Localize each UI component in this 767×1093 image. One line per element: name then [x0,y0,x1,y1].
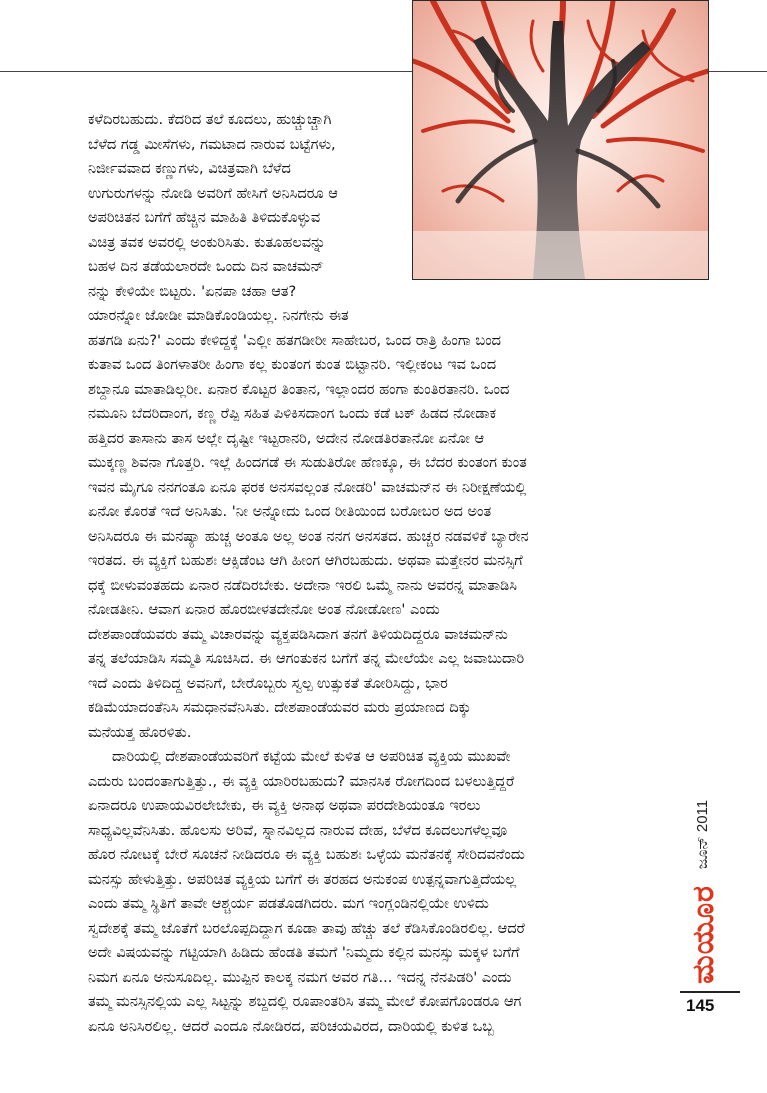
article-line: ಎದುರು ಬಂದಂತಾಗುತ್ತಿತ್ತು., ಈ ವ್ಯಕ್ತಿ ಯಾರಿರಬಹುದು? ಮಾನಸಿಕ ರೋಗದಿಂದ ಬಳಲುತ್ತಿದ್ದರೆ [88,773,515,790]
article-line: ಶಬ್ದಾನೂ ಮಾತಾಡಿಲ್ಲರೀ. ಏನಾರ ಕೊಟ್ಟರ ತಿಂತಾನ, ಇಲ್ಲಾಂದರ ಹಂಗಾ ಕುಂತಿರತಾನರಿ. ಒಂದ [88,381,510,398]
issue-date-box [683,793,723,875]
article-line: ನಮೂನಿ ಬೆದರಿದಾಂಗ, ಕಣ್ಣ ರೆಪ್ಪಿ ಸಹಿತ ಪಿಳಿಕಿಸದಾಂಗ ಒಂದು ಕಡೆ ಟಕ್ ಹಿಡದ ನೋಡಾಕ [88,406,497,422]
article-line: ಇವನ ಮೈಗೂ ನನಗಂತೂ ಏನೂ ಫರಕ ಅನಸವಲ್ಲಂತ ನೋಡರಿ' ವಾಚಮನ್‌ನ ಈ ನಿರೀಕ್ಷಣೆಯಲ್ಲಿ [88,479,527,496]
article-line: ಕಡಿಮೆಯಾದಂತೆನಿಸಿ ಸಮಧಾನವೆನಿಸಿತು. ದೇಶಪಾಂಡೆಯವರ ಮರು ಪ್ರಯಾಣದ ದಿಕ್ಕು [88,700,472,716]
article-line: ನಿಮಗ ಏನೂ ಅನುಸೂದಿಲ್ಲ. ಮುಪ್ಪಿನ ಕಾಲಕ್ಕ ನಮಗ ಅವರ ಗತಿ... ಇದನ್ನ ನೆನಪಿಡರಿ' ಎಂದು [88,969,512,986]
article-line: ಮನಸ್ಸು ಹೇಳುತ್ತಿತ್ತು. ಅಪರಿಚಿತ ವ್ಯಕ್ತಿಯ ಬಗೆಗೆ ಈ ತರಹದ ಅನುಕಂಪ ಉತ್ಪನ್ನವಾಗುತ್ತಿದೆಯಲ್ಲ [88,871,517,888]
article-line: ಹತ್ತಿದರ ತಾಸಾನು ತಾಸ ಅಲ್ಲೇ ದೃಷ್ಟೀ ಇಟ್ಟರಾನರಿ, ಅದೇನ ನೋಡತಿರತಾನೋ ಏನೋ ಆ [88,430,485,447]
article-line: ನನ್ನು ಕೇಳಿಯೇ ಬಿಟ್ಟರು. 'ಏನಪಾ ಚಹಾ ಆತ? [88,283,297,300]
magazine-logo: ಮಯೂರ [685,884,721,984]
magazine-logo-box [683,875,723,993]
article-line: ಅನಿಸಿದರೂ ಈ ಮನಷ್ಯಾ ಹುಚ್ಚ ಅಂತೂ ಅಲ್ಲ ಅಂತ ನನಗ ಅನಸತದ. ಹುಚ್ಚರ ನಡವಳಿಕೆ ಬ್ಯಾರೇನ [88,528,529,545]
article-line: ಎಂದು ತಮ್ಮ ಸ್ಥಿತಿಗೆ ತಾವೇ ಆಶ್ಚರ್ಯ ಪಡತೊಡಗಿದರು. ಮಗ ಇಂಗ್ಲಂಡಿನಲ್ಲಿಯೇ ಉಳಿದು [88,896,489,912]
article-line: ತನ್ನ ತಲೆಯಾಡಿಸಿ ಸಮ್ಮತಿ ಸೂಚಿಸಿದ. ಈ ಆಗಂತುಕನ ಬಗೆಗೆ ತನ್ನ ಮೇಲೆಯೇ ಎಲ್ಲ ಜವಾಬುದಾರಿ [88,651,525,667]
article-line: ಉಗುರುಗಳನ್ನು ನೋಡಿ ಅವರಿಗೆ ಹೇಸಿಗೆ ಅನಿಸಿದರೂ ಆ [88,185,338,202]
article-body [88,108,672,1039]
article-line: ಸ್ವದೇಶಕ್ಕೆ ತಮ್ಮ ಜೊತೆಗೆ ಬರಲೊಪ್ಪದಿದ್ದಾಗ ಕೂಡಾ ತಾವು ಹೆಚ್ಚು ತಲೆ ಕೆಡಿಸಿಕೊಂಡಿರಲಿಲ್ಲ. ಆದರೆ [88,920,525,937]
left-header-rule [0,71,412,72]
article-line: ತಮ್ಮ ಮನಸ್ಸಿನಲ್ಲಿಯ ಎಲ್ಲ ಸಿಟ್ಟನ್ನು ಶಬ್ದದಲ್ಲಿ ರೂಪಾಂತರಿಸಿ ತಮ್ಮ ಮೇಲೆ ಕೋಪಗೊಂಡರೂ ಆಗ [88,994,522,1010]
article-line: ಏನಾದರೂ ಉಪಾಯವಿರಲೇಬೇಕು, ಈ ವ್ಯಕ್ತಿ ಅನಾಥ ಅಥವಾ ಪರದೇಶಿಯಂತೂ ಇರಲು [88,798,481,814]
article-line: ದಾರಿಯಲ್ಲಿ ದೇಶಪಾಂಡೆಯವರಿಗೆ ಕಟ್ಟೆಯ ಮೇಲೆ ಕುಳಿತ ಆ ಅಪರಿಚಿತ ವ್ಯಕ್ತಿಯ ಮುಖವೇ [112,749,511,765]
article-line: ಯಾರನ್ನೋ ಜೋಡೀ ಮಾಡಿಕೊಂಡಿಯಲ್ಲ. ನಿನಗೇನು ಈತ [88,308,349,324]
magazine-sidebar [683,793,723,993]
right-header-rule [707,71,767,72]
article-line: ಅದೇ ವಿಷಯವನ್ನು ಗಟ್ಟಿಯಾಗಿ ಹಿಡಿದು ಹೆಂಡತಿ ತಮಗೆ 'ನಿಮ್ಮದು ಕಲ್ಲಿನ ಮನಸ್ಸು ಮಕ್ಕಳ ಬಗೆಗೆ [88,945,520,961]
article-line: ಕಳೆದಿರಬಹುದು. ಕೆದರಿದ ತಲೆ ಕೂದಲು, ಹುಚ್ಚುಚ್ಚಾಗಿ [88,112,332,128]
article-line: ಧಕ್ಕೆ ಬೀಳುವಂತಹದು ಏನಾರ ನಡೆದಿರಬೇಕು. ಅದೇನಾ ಇರಲಿ ಒಮ್ಮೆ ನಾನು ಅವರನ್ನ ಮಾತಾಡಿಸಿ [88,577,517,594]
article-line: ಮನೆಯತ್ತ ಹೊರಳಿತು. [88,724,192,741]
article-line: ವಿಚಿತ್ರ ತವಕ ಅವರಲ್ಲಿ ಅಂಕುರಿಸಿತು. ಕುತೂಹಲವನ್ನು [88,234,326,251]
article-line: ಹತಗಡಿ ಏನು?' ಎಂದು ಕೇಳಿದ್ದಕ್ಕೆ 'ಎಲ್ಲೀ ಹತಗಡೀರೀ ಸಾಹೇಬರ, ಒಂದ ರಾತ್ರಿ ಹಿಂಗಾ ಬಂದ [88,332,502,349]
article-line: ಇದೆ ಎಂದು ತಿಳಿದಿದ್ದ ಅವನಿಗೆ, ಬೇರೊಬ್ಬರು ಸ್ವಲ್ಪ ಉತ್ಸುಕತೆ ತೋರಿಸಿದ್ದು, ಭಾರ [88,675,448,692]
article-line: ಸಾಧ್ಯವಿಲ್ಲವೆನಿಸಿತು. ಹೊಲಸು ಅರಿವೆ, ಸ್ನಾನವಿಲ್ಲದ ನಾರುವ ದೇಹ, ಬೆಳೆದ ಕೂದಲುಗಳೆಲ್ಲವೂ [88,822,508,839]
article-line: ಮುಕ್ಕಣ್ಣ ಶಿವನಾ ಗೊತ್ತರಿ. ಇಲ್ಲೆ ಹಿಂದಗಡೆ ಈ ಸುಡುತಿರೋ ಹೆಣಕ್ಕೂ, ಈ ಬೆದರ ಕುಂತಂಗ ಕುಂತ [88,455,527,471]
article-line: ನೋಡತೀನಿ. ಆವಾಗ ಏನಾರ ಹೊರಬೀಳತದೇನೋ ಅಂತ ನೋಡೋಣ' ಎಂದು [88,602,440,618]
article-line: ಬಹಳ ದಿನ ತಡೆಯಲಾರದೇ ಒಂದು ದಿನ ವಾಚಮನ್ [88,259,324,275]
issue-date: ಜೂನ್ 2011 [694,799,712,869]
article-line: ನಿರ್ಜೀವವಾದ ಕಣ್ಣುಗಳು, ವಿಚಿತ್ರವಾಗಿ ಬೆಳೆದ [88,161,291,177]
article-line: ಅಪರಿಚಿತನ ಬಗೆಗೆ ಹೆಚ್ಚಿನ ಮಾಹಿತಿ ತಿಳಿದುಕೊಳ್ಳುವ [88,210,321,226]
article-line: ದೇಶಪಾಂಡೆಯವರು ತಮ್ಮ ವಿಚಾರವನ್ನು ವ್ಯಕ್ತಪಡಿಸಿದಾಗ ತನಗೆ ತಿಳಿಯದಿದ್ದರೂ ವಾಚಮನ್‌ನು [88,626,508,643]
page-number-rule [680,991,740,993]
article-line: ಏನೋ ಕೊರತೆ ಇದೆ ಅನಿಸಿತು. 'ನೀ ಅನ್ನೋದು ಒಂದ ರೀತಿಯಿಂದ ಬರೋಬರ ಅದ ಅಂತ [88,504,492,520]
page-number: 145 [686,996,715,1015]
article-line: ಏನೂ ಅನಿಸಿರಲಿಲ್ಲ. ಆದರೆ ಎಂದೂ ನೋಡಿರದ, ಪರಿಚಯವಿರದ, ದಾರಿಯಲ್ಲಿ ಕುಳಿತ ಒಬ್ಬ [88,1018,494,1035]
article-line: ಇರತದ. ಈ ವ್ಯಕ್ತಿಗೆ ಬಹುಶಃ ಆಕ್ಸಿಡೆಂಟ ಆಗಿ ಹೀಂಗ ಆಗಿರಬಹುದು. ಅಥವಾ ಮತ್ತೇನರ ಮನಸ್ಸಿಗೆ [88,553,523,569]
article-line: ಬೆಳೆದ ಗಡ್ಡ ಮೀಸೆಗಳು, ಗಮಟಾದ ನಾರುವ ಬಟ್ಟೆಗಳು, [88,136,336,153]
article-line: ಹೊರ ನೋಟಕ್ಕೆ ಬೇರೆ ಸೂಚನೆ ನೀಡಿದರೂ ಈ ವ್ಯಕ್ತಿ ಬಹುಶಃ ಒಳ್ಳೆಯ ಮನೆತನಕ್ಕೆ ಸೇರಿದವನೆಂದು [88,847,525,863]
article-line: ಕುತಾವ ಒಂದ ತಿಂಗಳಾತರೀ ಹಿಂಗಾ ಕಲ್ಲ ಕುಂತಂಗ ಕುಂತ ಬಿಟ್ಟಾನರಿ. ಇಲ್ಲೀಕಂಟ ಇವ ಒಂದ [88,357,497,373]
